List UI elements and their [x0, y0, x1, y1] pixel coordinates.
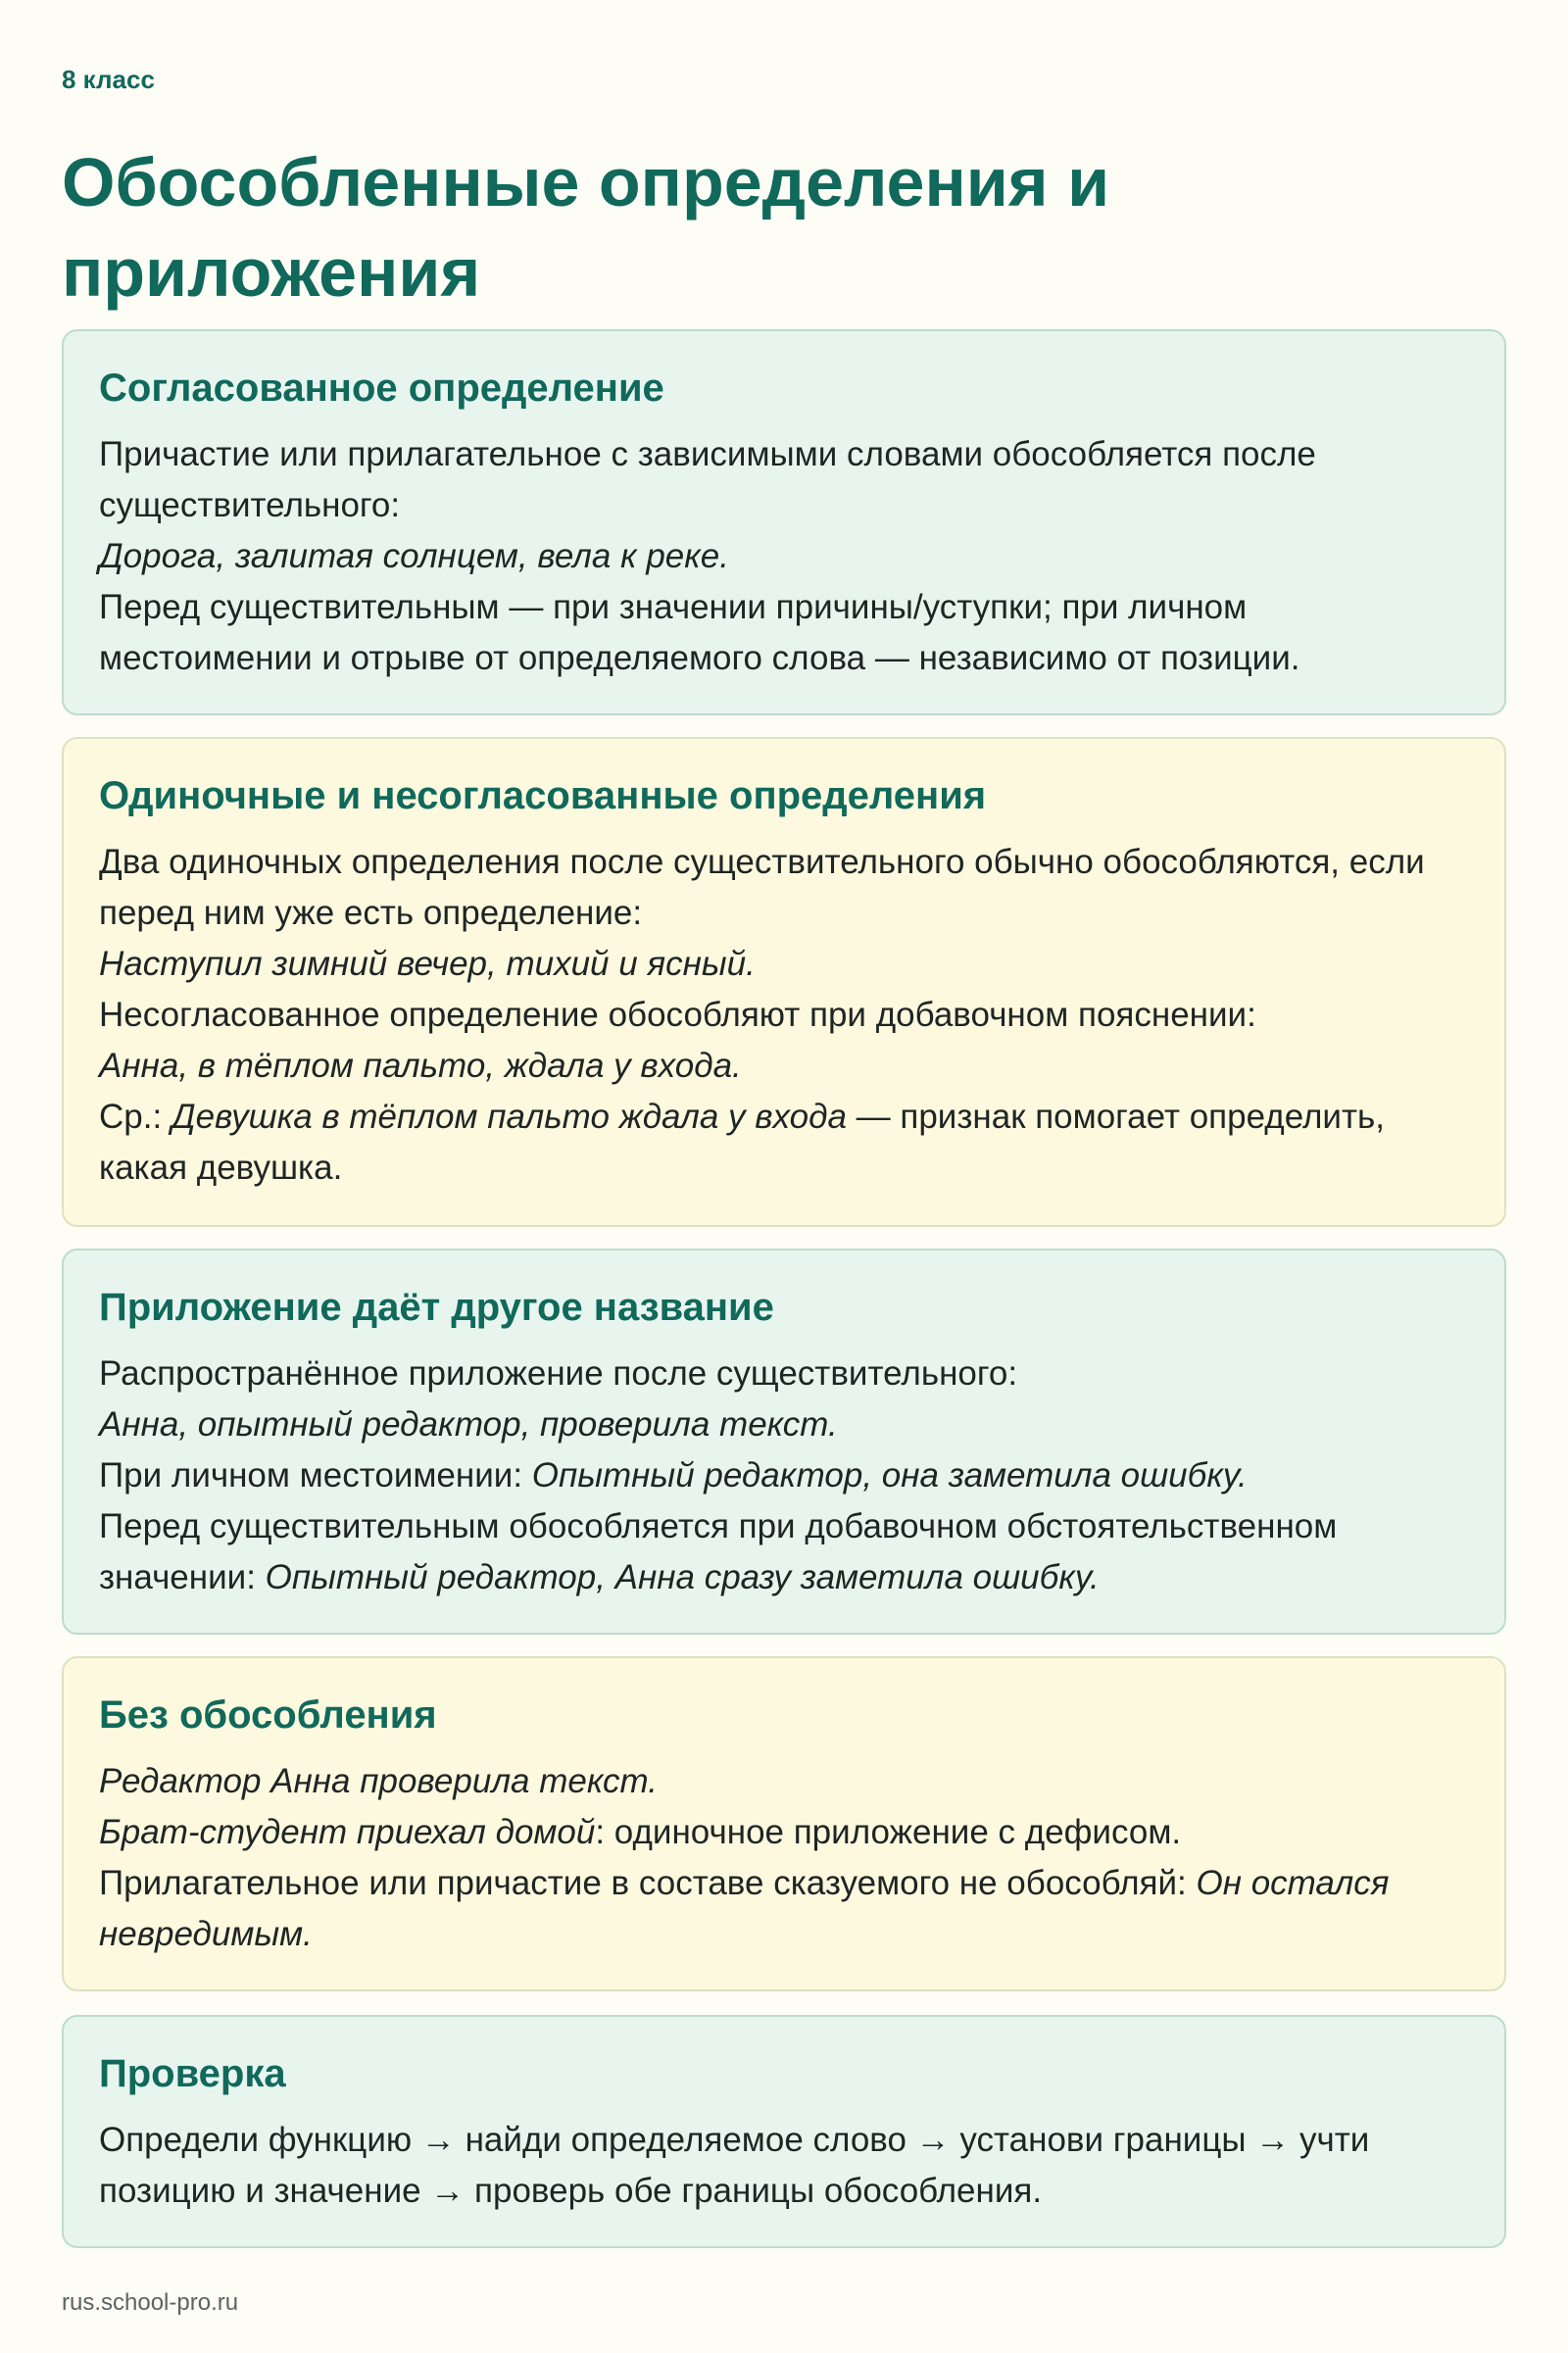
card-agreed-attribute: [62, 329, 1506, 715]
card-text: Перед существительным — при значении причины/уступки; при личном местоимении и отрыве от определяемого слова — независимо от позиции.: [99, 588, 1300, 677]
card-text: [99, 1092, 1469, 1194]
text-prefix: Прилагательное или причастие в составе сказуемого не обособляй:: [99, 1864, 1197, 1902]
example-text: Наступил зимний вечер, тихий и ясный.: [99, 945, 756, 983]
card-text: [99, 1858, 1469, 1960]
card-example: [99, 531, 1469, 582]
example-text: Анна, опытный редактор, проверила текст.: [99, 1405, 838, 1444]
card-text: Несогласованное определение обособляют при добавочном пояснении:: [99, 996, 1256, 1034]
example-text: Он остался невредимым.: [99, 1864, 1390, 1953]
text-prefix: При личном местоимении:: [99, 1456, 532, 1495]
page-title: Обособленные определения и приложения: [62, 144, 1110, 311]
card-heading: Приложение даёт другое название: [99, 1286, 774, 1329]
text-prefix: Перед существительным обособляется при добавочном обстоятельственном значении:: [99, 1507, 1338, 1596]
card-example: [99, 939, 1469, 990]
card-text: Определи функцию → найди определяемое слово → установи границы → учти позицию и значение → проверь обе границы обособления.: [99, 2121, 1370, 2210]
compare-prefix: Ср.:: [99, 1098, 172, 1136]
card-text: Распространённое приложение после существительного:: [99, 1354, 1018, 1393]
compare-suffix: — признак помогает определить, какая девушка.: [99, 1098, 1385, 1187]
card-example: [99, 1756, 1469, 1807]
example-text: Опытный редактор, она заметила ошибку.: [531, 1456, 1248, 1495]
card-check: [62, 2015, 1506, 2248]
card-text: [99, 1501, 1469, 1603]
text-suffix: : одиночное приложение с дефисом.: [595, 1813, 1182, 1851]
example-text: Опытный редактор, Анна сразу заметила ошибку.: [265, 1558, 1100, 1596]
card-heading: Одиночные и несогласованные определения: [99, 774, 987, 817]
card-heading: Проверка: [99, 2052, 286, 2095]
grade-label: 8 класс: [62, 65, 155, 94]
example-text: Редактор Анна проверила текст.: [99, 1762, 658, 1800]
example-text: Девушка в тёплом пальто ждала у входа: [171, 1098, 847, 1136]
footer-site: rus.school-pro.ru: [62, 2289, 239, 2316]
card-heading: Согласованное определение: [99, 367, 664, 410]
card-text: [99, 1807, 1469, 1858]
card-example: [99, 1399, 1469, 1450]
card-text: Два одиночных определения после существительного обычно обособляются, если перед ним уже есть определение:: [99, 843, 1425, 932]
card-text: Причастие или прилагательное с зависимыми словами обособляется после существительного:: [99, 435, 1316, 524]
card-apposition: [62, 1249, 1506, 1635]
example-text: Анна, в тёплом пальто, ждала у входа.: [99, 1047, 742, 1085]
card-heading: Без обособления: [99, 1693, 437, 1737]
card-example: [99, 1041, 1469, 1092]
card-no-isolation: [62, 1656, 1506, 1991]
card-single-unagreed-attributes: [62, 737, 1506, 1227]
example-text: Брат-студент приехал домой: [99, 1813, 596, 1851]
example-text: Дорога, залитая солнцем, вела к реке.: [99, 537, 729, 575]
card-text: [99, 1450, 1469, 1501]
